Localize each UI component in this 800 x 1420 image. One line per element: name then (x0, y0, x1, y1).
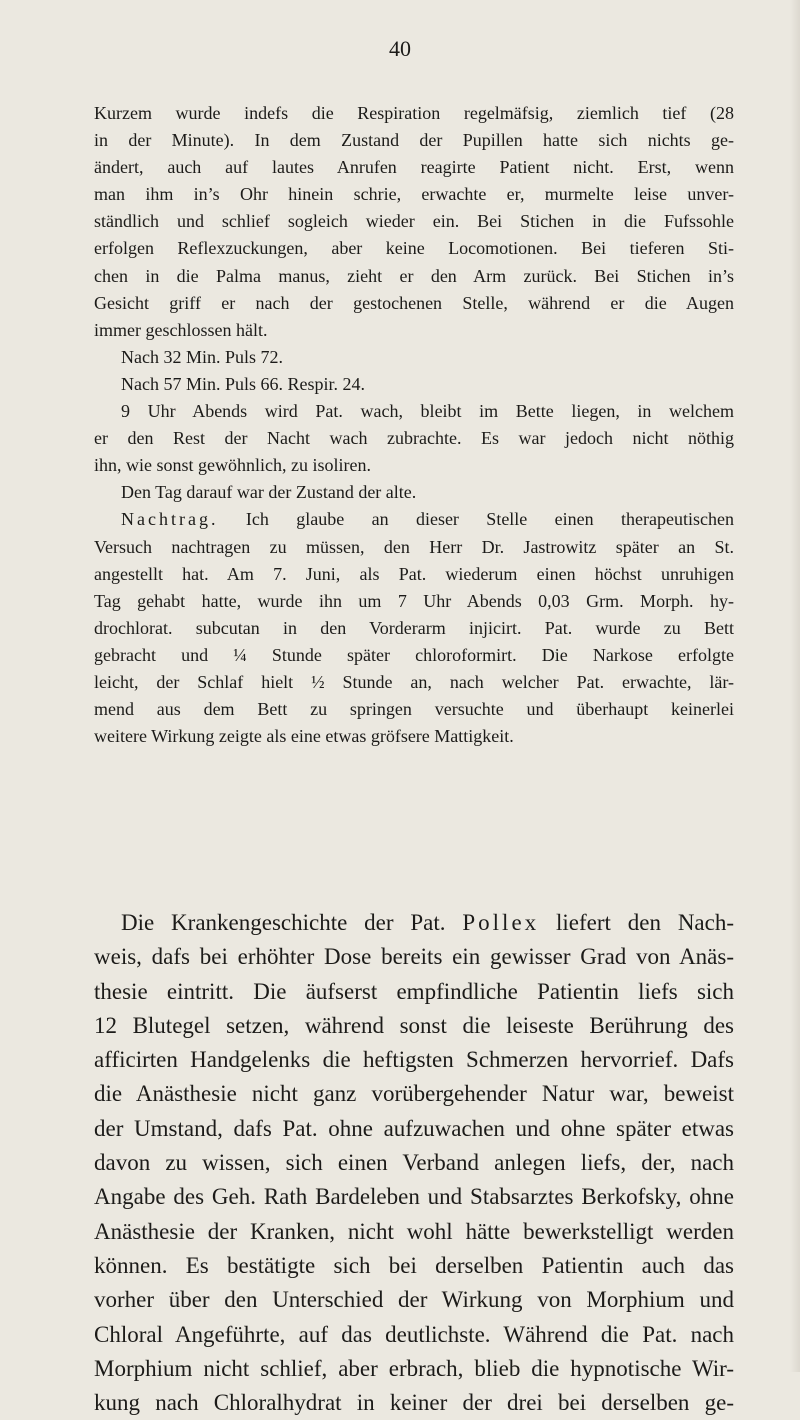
text-line: Anästhesie der Kranken, nicht wohl hätte bewerkstelligt werden (94, 1218, 734, 1244)
text-line: die Anästhesie nicht ganz vorübergehender Natur war, beweist (94, 1081, 734, 1107)
text-line: man ihm in’s Ohr hinein schrie, erwachte er, murmelte leise unver- (94, 184, 734, 205)
text-line: Kurzem wurde indefs die Respiration regelmäfsig, ziemlich tief (28 (94, 103, 734, 123)
text-line: thesie eintritt. Die äufserst empfindliche Patientin liefs sich (94, 978, 734, 1004)
text-line (94, 506, 734, 533)
text-line: können. Es bestätigte sich bei derselben Patientin auch das (94, 1252, 734, 1278)
text-line: afficirten Handgelenks die heftigsten Schmerzen hervorrief. Dafs (94, 1047, 734, 1073)
text-line: Tag gehabt hatte, wurde ihn um 7 Uhr Abends 0,03 Grm. Morph. hy- (94, 590, 734, 611)
text-line: Angabe des Geh. Rath Bardeleben und Stabsarztes Berkofsky, ohne (94, 1184, 734, 1210)
text-line: immer geschlossen hält. (94, 319, 268, 340)
text-line: gebracht und ¼ Stunde später chloroformirt. Die Narkose erfolgte (94, 644, 734, 665)
text-line: Nach 57 Min. Puls 66. Respir. 24. (121, 373, 366, 394)
text-line: weis, dafs bei erhöhter Dose bereits ein gewisser Grad von Anäs- (94, 944, 734, 970)
case-notes-text (94, 100, 734, 750)
text-line: der Umstand, dafs Pat. ohne aufzuwachen und ohne später etwas (94, 1115, 734, 1141)
patient-name: Pollex (462, 910, 540, 935)
text-line (94, 906, 734, 940)
text-line: Nach 32 Min. Puls 72. (121, 346, 283, 367)
text-line: in der Minute). In dem Zustand der Pupillen hatte sich nichts ge- (94, 130, 734, 151)
text-line: davon zu wissen, sich einen Verband anlegen liefs, der, nach (94, 1150, 734, 1176)
text-line: ihn, wie sonst gewöhnlich, zu isoliren. (94, 455, 371, 476)
text-line: Den Tag darauf war der Zustand der alte. (121, 482, 417, 503)
text-line: er den Rest der Nacht wach zubrachte. Es war jedoch nicht nöthig (94, 428, 734, 449)
text-line: angestellt hat. Am 7. Juni, als Pat. wiederum einen höchst unruhigen (94, 563, 734, 584)
text-line: leicht, der Schlaf hielt ½ Stunde an, nach welcher Pat. erwachte, lär- (94, 671, 734, 692)
text-fragment: Ich glaube an dieser Stelle einen therapeutischen (218, 509, 734, 530)
page-number: 40 (389, 36, 411, 61)
nachtrag-heading: Nachtrag. (121, 509, 219, 530)
text-line: chen in die Palma manus, zieht er den Arm zurück. Bei Stichen in’s (94, 265, 734, 286)
text-line: ständlich und schlief sogleich wieder ein. Bei Stichen in die Fufssohle (94, 211, 734, 232)
text-fragment: Die Krankengeschichte der Pat. (121, 910, 463, 935)
page-edge-shadow (790, 0, 800, 1372)
text-line: vorher über den Unterschied der Wirkung von Morphium und (94, 1287, 734, 1313)
text-line: weitere Wirkung zeigte als eine etwas gröfsere Mattigkeit. (94, 726, 514, 747)
text-line: ändert, auch auf lautes Anrufen reagirte Patient nicht. Erst, wenn (94, 157, 734, 178)
text-line: Morphium nicht schlief, aber erbrach, blieb die hypnotische Wir- (94, 1355, 734, 1381)
text-line: 9 Uhr Abends wird Pat. wach, bleibt im Bette liegen, in welchem (121, 401, 734, 422)
text-line: erfolgen Reflexzuckungen, aber keine Locomotionen. Bei tieferen Sti- (94, 238, 734, 259)
text-fragment: liefert den Nach- (539, 910, 735, 935)
text-line: drochlorat. subcutan in den Vorderarm injicirt. Pat. wurde zu Bett (94, 617, 734, 638)
text-line: mend aus dem Bett zu springen versuchte und überhaupt keinerlei (94, 699, 734, 720)
main-paragraph (94, 906, 734, 1420)
text-line: kung nach Chloralhydrat in keiner der drei bei derselben ge- (94, 1390, 734, 1416)
text-line: 12 Blutegel setzen, während sonst die leiseste Berührung des (94, 1012, 734, 1038)
text-line: Gesicht griff er nach der gestochenen Stelle, während er die Augen (94, 292, 734, 313)
text-line: Versuch nachtragen zu müssen, den Herr Dr. Jastrowitz später an St. (94, 536, 734, 557)
text-line: Chloral Angeführte, auf das deutlichste. Während die Pat. nach (94, 1321, 734, 1347)
